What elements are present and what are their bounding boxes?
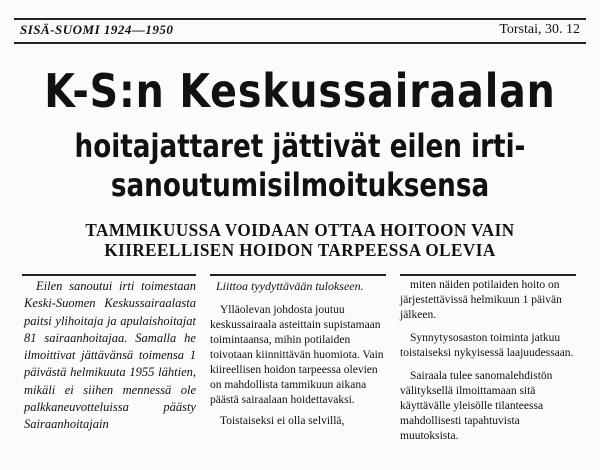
- subheadline-line-1: TAMMIKUUSSA VOIDAAN OTTAA HOITOON VAIN: [85, 220, 515, 240]
- page-header: [14, 18, 586, 44]
- article-column-2: [210, 278, 386, 435]
- column-3-paragraph-1: miten näiden potilaiden hoito on järjestettävissä helmikuun 1 päivän jälkeen.: [400, 279, 562, 321]
- article-column-3: [400, 278, 576, 452]
- headline-line-1: K-S:n Keskussairaalan: [44, 64, 556, 118]
- subheadline-line-2: KIIREELLISEN HOIDON TARPEESSA OLEVIA: [104, 240, 496, 260]
- article-column-1: [24, 278, 196, 434]
- column-rule-3: [400, 274, 576, 276]
- column-2-lead: Liittoa tyydyttävään tulokseen.: [216, 279, 364, 293]
- column-3-paragraph-2: Synnytysosaston toiminta jatkuu toistaiseksi nykyisessä laajuudessaan.: [400, 332, 574, 359]
- publication-name: SISÄ-SUOMI 1924—1950: [20, 22, 174, 37]
- column-3-paragraph-3: Sairaala tulee sanomalehdistön välityksellä ilmoittamaan sitä käyttävälle yleisölle tilanteessa mahdollisesti tapahtuvista muutoksista.: [400, 370, 553, 442]
- headline-line-3: sanoutumisilmoituksensa: [110, 166, 490, 204]
- column-2-paragraph-2: Toistaiseksi ei olla selvillä,: [220, 415, 345, 427]
- headline-line-2: hoitajattaret jättivät eilen irti-: [74, 127, 526, 165]
- column-rule-2: [210, 274, 386, 276]
- column-1-text: Eilen sanoutui irti toimestaan Keski-Suomen Keskussairaalasta paitsi ylihoitaja ja apulaishoitajat 81 sairaanhoitajaa. Samalla he ilmoittivat jättävänsä toimensa 1 päivästä helmikuuta 1955 lähtien, mikäli ei siihen mennessä ole palkkaneuvotteluissa päästy Sairaanhoitajain: [24, 279, 196, 432]
- column-rule-1: [22, 274, 196, 276]
- column-2-paragraph-1: Ylläolevan johdosta joutuu keskussairaala asteittain supistamaan toimintaansa, mihin potilaiden toivotaan kiinnittävän huomiota. Vain kiireellisen hoidon tarpeessa olevien on mahdollista tammikuun aikana päästä sairaalaan hoidettavaksi.: [210, 304, 384, 406]
- issue-date: Torstai, 30. 12: [499, 22, 580, 37]
